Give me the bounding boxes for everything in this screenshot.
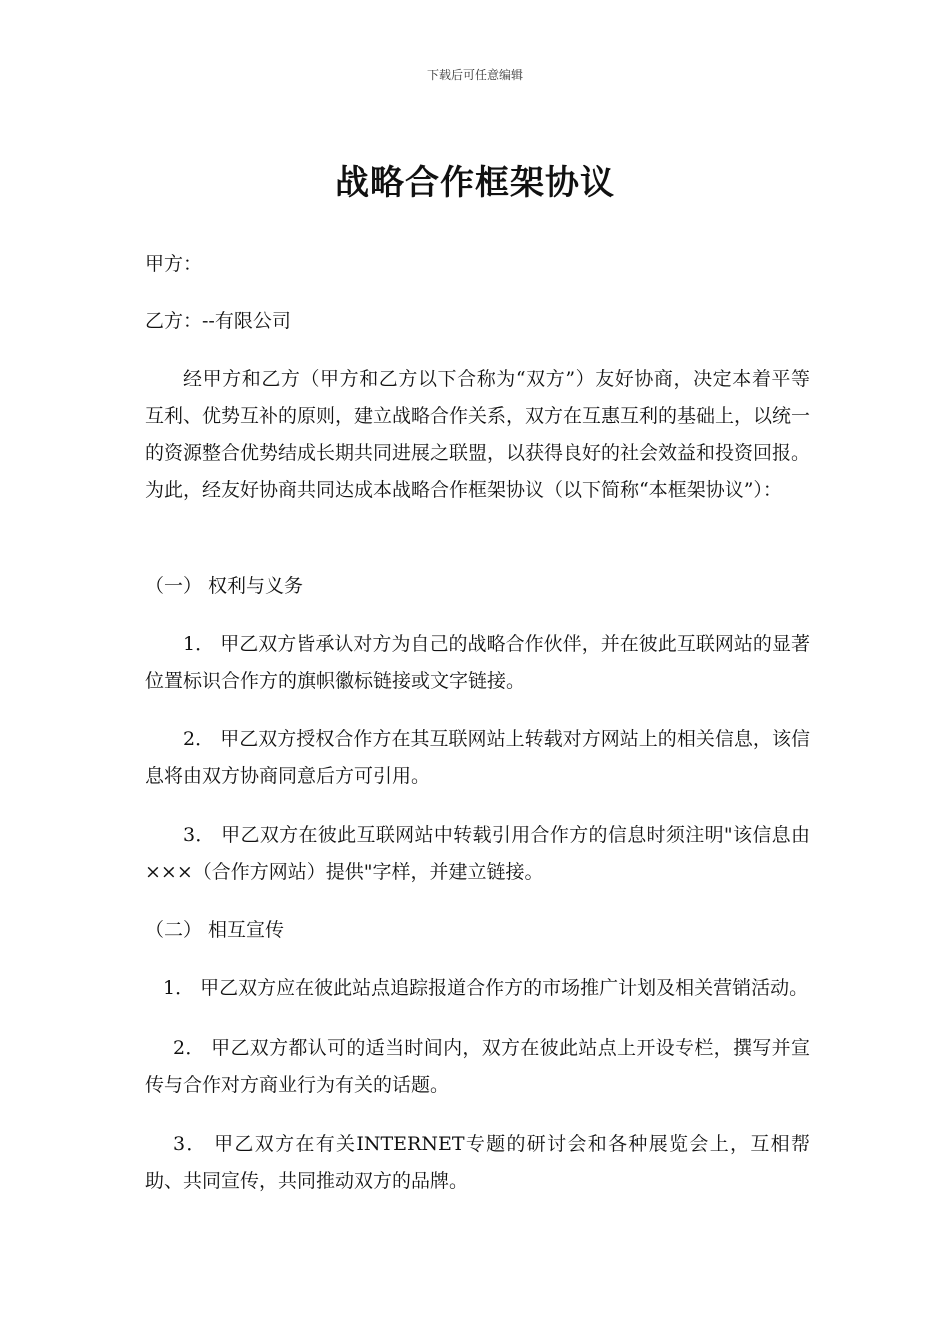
document-title: 战略合作框架协议: [335, 163, 615, 203]
clause-rights-1: 1． 甲乙双方皆承认对方为自己的战略合作伙伴，并在彼此互联网站的显著位置标识合作方的旗帜徽标链接或文字链接。: [145, 633, 810, 692]
clause-promotion-1: 1． 甲乙双方应在彼此站点追踪报道合作方的市场推广计划及相关营销活动。: [163, 977, 809, 999]
party-b-line: 乙方：--有限公司: [145, 310, 291, 332]
party-a-line: 甲方：: [145, 253, 203, 275]
clause-rights-2: 2． 甲乙双方授权合作方在其互联网站上转载对方网站上的相关信息，该信息将由双方协商同意后方可引用。: [145, 728, 810, 787]
clause-rights-3: 3． 甲乙双方在彼此互联网站中转载引用合作方的信息时须注明"该信息由×××（合作方网站）提供"字样，并建立链接。: [145, 824, 810, 883]
section-heading-rights: （一） 权利与义务: [145, 575, 304, 597]
preamble-paragraph: 经甲方和乙方（甲方和乙方以下合称为“双方”）友好协商，决定本着平等互利、优势互补的原则，建立战略合作关系，双方在互惠互利的基础上，以统一的资源整合优势结成长期共同进展之联盟，以获得良好的社会效益和投资回报。为此，经友好协商共同达成本战略合作框架协议（以下简称“本框架协议”）：: [145, 368, 811, 501]
clause-promotion-3: 3． 甲乙双方在有关INTERNET专题的研讨会和各种展览会上，互相帮助、共同宣传，共同推动双方的品牌。: [145, 1133, 810, 1192]
clause-promotion-2: 2． 甲乙双方都认可的适当时间内，双方在彼此站点上开设专栏，撰写并宣传与合作对方商业行为有关的话题。: [145, 1037, 810, 1096]
page-header-note: 下载后可任意编辑: [426, 68, 523, 82]
section-heading-promotion: （二） 相互宣传: [145, 919, 285, 941]
